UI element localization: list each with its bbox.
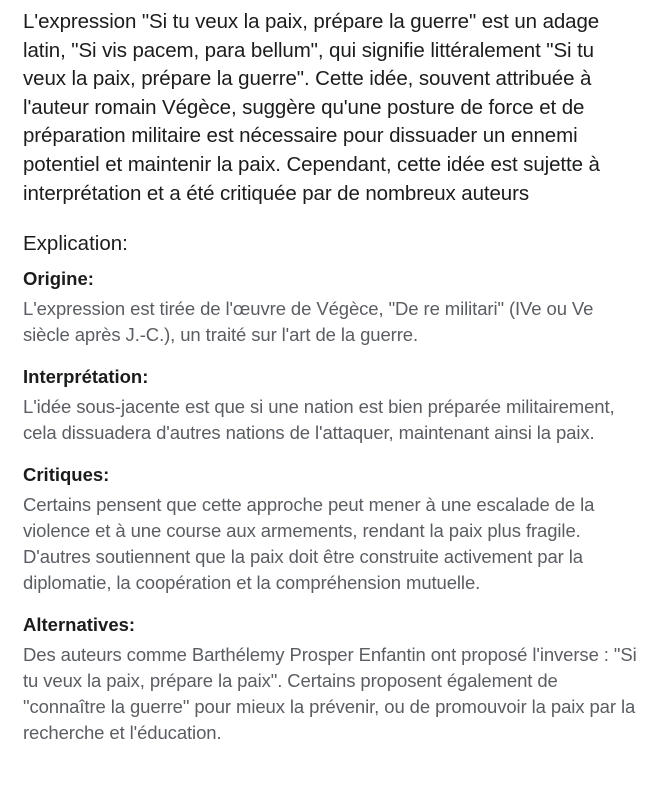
section-body: L'idée sous-jacente est que si une nation est bien préparée militairement, cela dissuadera d'autres nations de l'attaquer, maintenant ainsi la paix. (23, 396, 615, 444)
section-alternatives (23, 612, 640, 746)
section-interpretation (23, 364, 640, 446)
section-title: Interprétation: (23, 366, 149, 388)
section-title: Alternatives: (23, 614, 136, 636)
intro-paragraph: L'expression "Si tu veux la paix, prépare la guerre" est un adage latin, "Si vis pacem, para bellum", qui signifie littéralement "Si tu veux la paix, prépare la guerre". Cette idée, souvent attribuée à l'auteur romain Végèce, suggère qu'une posture de force et de préparation militaire est nécessaire pour dissuader un ennemi potentiel et maintenir la paix. Cependant, cette idée est sujette à interprétation et a été critiquée par de nombreux auteurs (23, 10, 600, 205)
explanation-heading: Explication: (23, 232, 128, 256)
section-critiques (23, 462, 640, 596)
section-body: L'expression est tirée de l'œuvre de Végèce, "De re militari" (IVe ou Ve siècle après J.-C.), un traité sur l'art de la guerre. (23, 298, 594, 346)
section-origine (23, 266, 640, 348)
section-title: Critiques: (23, 464, 110, 486)
section-title: Origine: (23, 268, 94, 290)
section-body: Certains pensent que cette approche peut mener à une escalade de la violence et à une course aux armements, rendant la paix plus fragile. D'autres soutiennent que la paix doit être construite activement par la diplomatie, la coopération et la compréhension mutuelle. (23, 494, 595, 594)
section-body: Des auteurs comme Barthélemy Prosper Enfantin ont proposé l'inverse : "Si tu veux la paix, prépare la paix". Certains proposent également de "connaître la guerre" pour mieux la prévenir, ou de promouvoir la paix par la recherche et l'éducation. (23, 644, 637, 744)
